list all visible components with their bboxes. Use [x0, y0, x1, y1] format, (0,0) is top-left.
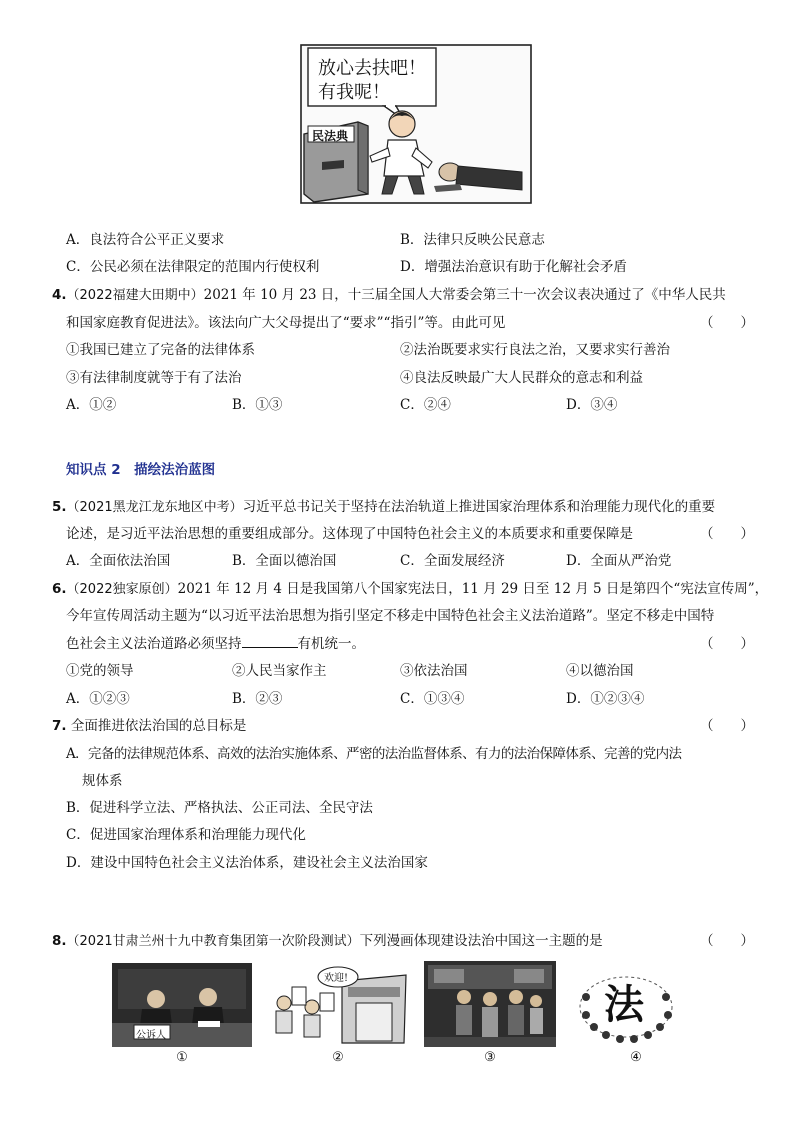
speech-line-2: 有我呢！	[318, 82, 390, 103]
q8-stem: 下列漫画体现建设法治中国这一主题的是	[359, 933, 603, 949]
q5-option-d: D．全面从严治党	[566, 553, 672, 569]
q6-statement-1: ①党的领导	[66, 663, 134, 679]
q5-stem-2: 论述，是习近平法治思想的重要组成部分。这体现了中国特色社会主义的本质要求和重要保障是	[66, 526, 633, 542]
comic-4-character: 法	[604, 981, 644, 1028]
q4-option-c: C．②④	[400, 397, 451, 413]
q6-stem-3b: 有机统一。	[297, 636, 365, 652]
q8-comic-1	[112, 963, 252, 1047]
q6-number: 6.	[52, 581, 67, 597]
q5-option-b: B．全面以德治国	[232, 553, 337, 569]
top-cartoon	[300, 44, 532, 204]
q8-comic-2	[266, 963, 408, 1047]
speech-line-1: 放心去扶吧！	[318, 58, 426, 79]
q5-answer-paren: （ ）	[700, 526, 754, 542]
q4-stem-2: 和国家庭教育促进法》。该法向广大父母提出了“要求”“指引”等。由此可见	[66, 315, 506, 331]
q7-option-d: D．建设中国特色社会主义法治体系，建设社会主义法治国家	[66, 855, 428, 871]
q8-caption-3: ③	[484, 1050, 496, 1065]
q4-stem-1: 2021 年 10 月 23 日，十三届全国人大常委会第三十一次会议表决通过了《中华人民共	[203, 287, 726, 303]
q6-statement-2: ②人民当家作主	[232, 663, 327, 679]
q8-answer-paren: （ ）	[700, 933, 754, 949]
q4-statement-1: ①我国已建立了完备的法律体系	[66, 342, 255, 358]
q7-option-b: B．促进科学立法、严格执法、公正司法、全民守法	[66, 800, 373, 816]
q6-stem-1: 2021 年 12 月 4 日是我国第八个国家宪法日，11 月 29 日至 12 月 5 日是第四个“宪法宣传周”，	[177, 581, 769, 597]
q4-source: （2022福建大田期中）	[66, 288, 204, 303]
section-heading-2: 知识点 2 描绘法治蓝图	[66, 462, 216, 478]
comic-2-bubble: 欢迎!	[324, 973, 349, 984]
q7-stem: 全面推进依法治国的总目标是	[70, 718, 247, 734]
q6-stem-3a: 色社会主义法治道路必须坚持	[66, 636, 242, 652]
q5-option-a: A．全面依法治国	[66, 553, 171, 569]
q8-caption-2: ②	[332, 1050, 344, 1065]
q3-option-d: D．增强法治意识有助于化解社会矛盾	[400, 259, 627, 275]
q6-option-c: C．①③④	[400, 691, 465, 707]
q6-source: （2022独家原创）	[66, 582, 178, 597]
q4-statement-2: ②法治既要求实行良法之治，又要求实行善治	[400, 342, 670, 358]
q4-statement-4: ④良法反映最广大人民群众的意志和利益	[400, 370, 643, 386]
q3-option-a: A．良法符合公平正义要求	[66, 232, 225, 248]
q5-option-c: C．全面发展经济	[400, 553, 505, 569]
q6-blank	[242, 635, 298, 648]
q5-stem-1: 习近平总书记关于坚持在法治轨道上推进国家治理体系和治理能力现代化的重要	[242, 499, 716, 515]
comic-3-drawing	[424, 961, 556, 1047]
q3-option-b: B．法律只反映公民意志	[400, 232, 545, 248]
q6-line-1	[52, 577, 768, 597]
q8-line-1	[52, 929, 603, 949]
q6-stem-2: 今年宣传周活动主题为“以习近平法治思想为指引坚定不移走中国特色社会主义法治道路”。坚定不移走中国特	[66, 608, 715, 624]
q4-option-d: D．③④	[566, 397, 618, 413]
q6-statement-4: ④以德治国	[566, 663, 634, 679]
q6-option-a: A．①②③	[66, 691, 130, 707]
q4-option-a: A．①②	[66, 397, 117, 413]
q7-option-a-line-2: 规体系	[82, 773, 123, 789]
q8-caption-1: ①	[176, 1050, 188, 1065]
q5-number: 5.	[52, 499, 67, 515]
q6-statement-3: ③依法治国	[400, 663, 468, 679]
q7-answer-paren: （ ）	[700, 718, 754, 734]
book-label: 民法典	[312, 129, 349, 143]
q7-option-a-line-1: A．完备的法律规范体系、高效的法治实施体系、严密的法治监督体系、有力的法治保障体系、完善的党内法	[66, 746, 682, 762]
q8-comic-4	[576, 963, 676, 1045]
q4-option-b: B．①③	[232, 397, 283, 413]
q7-line-1	[52, 714, 246, 734]
q5-source: （2021黑龙江龙东地区中考）	[66, 500, 243, 515]
q7-option-c: C．促进国家治理体系和治理能力现代化	[66, 827, 306, 843]
q4-statement-3: ③有法律制度就等于有了法治	[66, 370, 242, 386]
q3-option-c: C．公民必须在法律限定的范围内行使权利	[66, 259, 320, 275]
q8-number: 8.	[52, 933, 67, 949]
q7-number: 7.	[52, 718, 67, 734]
comic-1-drawing	[112, 963, 252, 1047]
q8-source: （2021甘肃兰州十九中教育集团第一次阶段测试）	[66, 934, 360, 949]
q6-answer-paren: （ ）	[700, 636, 754, 652]
q4-answer-paren: （ ）	[700, 315, 754, 331]
q6-option-d: D．①②③④	[566, 691, 645, 707]
q6-stem-3	[66, 632, 365, 652]
q8-caption-4: ④	[630, 1050, 642, 1065]
q4-line-1	[52, 283, 726, 303]
q6-option-b: B．②③	[232, 691, 283, 707]
q4-number: 4.	[52, 287, 67, 303]
comic-1-sign: 公诉人	[136, 1030, 166, 1041]
q8-comic-3	[424, 961, 556, 1047]
q5-line-1	[52, 495, 715, 515]
